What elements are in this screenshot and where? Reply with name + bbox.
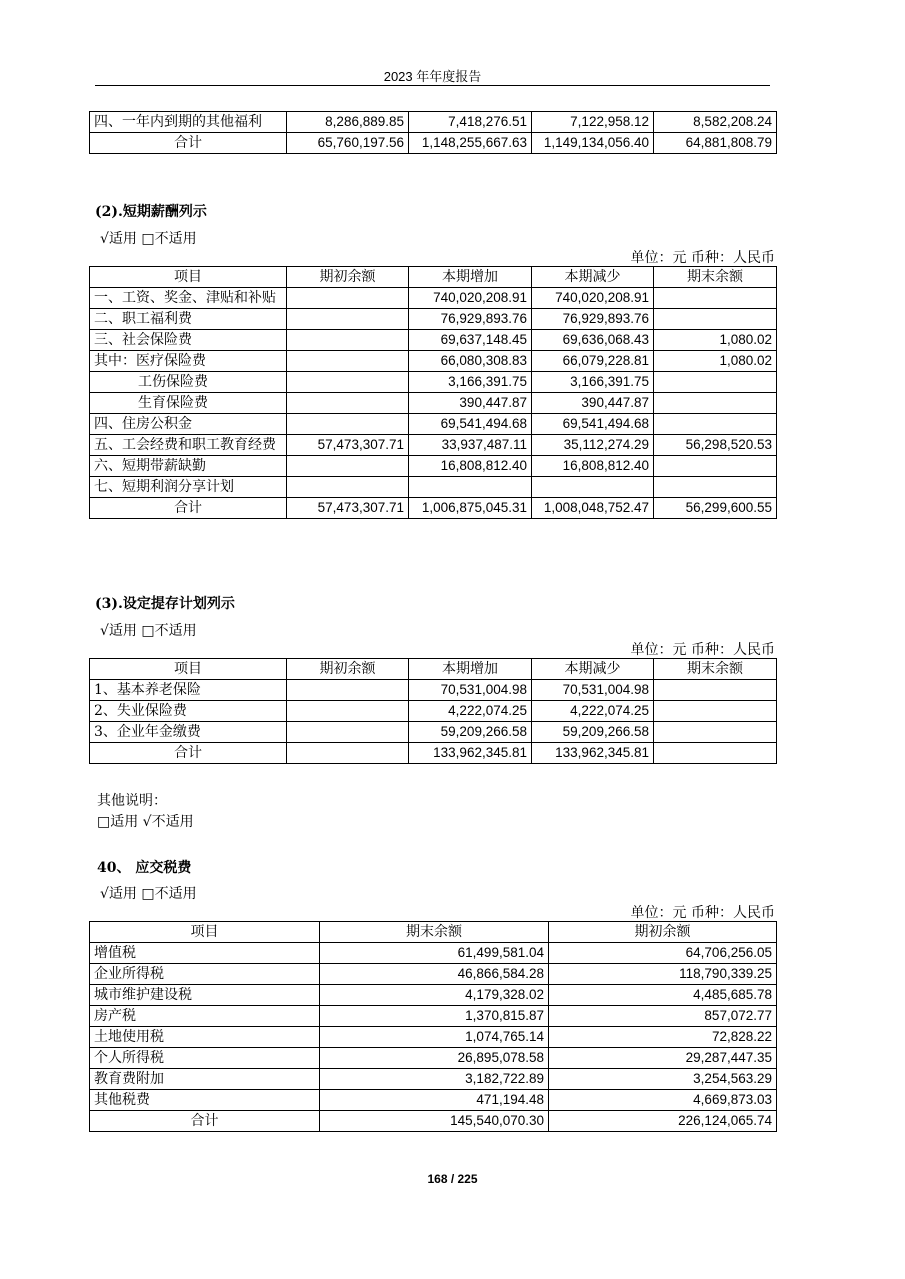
cell-increase: 66,080,308.83 [409, 351, 532, 372]
row-item: 生育保险费 [90, 393, 287, 414]
table-row [90, 330, 777, 351]
cell-opening [287, 680, 409, 701]
applicability-status: √适用 □不适用 [100, 623, 197, 639]
row-item: 七、短期利润分享计划 [90, 477, 287, 498]
table-row [90, 1090, 777, 1111]
report-header-title: 2023 年年度报告 [383, 69, 482, 84]
cell-opening [287, 477, 409, 498]
row-item: 合计 [90, 1111, 320, 1132]
cell-increase: 7,418,276.51 [409, 112, 532, 133]
cell-closing [654, 743, 777, 764]
cell-increase: 69,637,148.45 [409, 330, 532, 351]
cell-closing: 1,080.02 [654, 330, 777, 351]
cell-opening [287, 722, 409, 743]
cell-increase: 33,937,487.11 [409, 435, 532, 456]
table-header-row [90, 922, 777, 943]
row-item: 土地使用税 [90, 1027, 320, 1048]
table-taxes-payable [89, 921, 777, 1132]
table-row [90, 680, 777, 701]
cell-decrease: 7,122,958.12 [532, 112, 654, 133]
table-row [90, 1027, 777, 1048]
cell-opening [287, 351, 409, 372]
table-row-total [90, 743, 777, 764]
table-header-row [90, 659, 777, 680]
other-notes-title: 其他说明： [97, 793, 167, 809]
page-number: 168 / 225 [427, 1172, 478, 1186]
cell-opening [287, 414, 409, 435]
cell-increase: 1,006,875,045.31 [409, 498, 532, 519]
cell-closing [654, 372, 777, 393]
cell-decrease: 740,020,208.91 [532, 288, 654, 309]
cell-closing [654, 680, 777, 701]
cell-opening: 29,287,447.35 [549, 1048, 777, 1069]
cell-closing: 3,182,722.89 [320, 1069, 549, 1090]
cell-decrease: 66,079,228.81 [532, 351, 654, 372]
table-row [90, 288, 777, 309]
unit-currency-label: 单位：元 币种：人民币 [630, 250, 775, 266]
cell-closing: 1,370,815.87 [320, 1006, 549, 1027]
cell-closing: 1,080.02 [654, 351, 777, 372]
cell-closing [654, 414, 777, 435]
table-row-total [90, 1111, 777, 1132]
column-header: 项目 [90, 267, 287, 288]
row-item: 四、住房公积金 [90, 414, 287, 435]
cell-decrease: 390,447.87 [532, 393, 654, 414]
cell-closing: 145,540,070.30 [320, 1111, 549, 1132]
cell-closing [654, 701, 777, 722]
cell-opening: 57,473,307.71 [287, 435, 409, 456]
column-header: 期末余额 [654, 659, 777, 680]
row-item: 合计 [90, 498, 287, 519]
unit-currency-label: 单位：元 币种：人民币 [630, 642, 775, 658]
cell-decrease: 35,112,274.29 [532, 435, 654, 456]
cell-opening: 226,124,065.74 [549, 1111, 777, 1132]
table-row [90, 1048, 777, 1069]
table-header-row [90, 267, 777, 288]
column-header: 本期增加 [409, 659, 532, 680]
cell-increase: 740,020,208.91 [409, 288, 532, 309]
applicability-status: √适用 □不适用 [100, 231, 197, 247]
table-row [90, 1069, 777, 1090]
row-item: 一、工资、奖金、津贴和补贴 [90, 288, 287, 309]
cell-closing: 26,895,078.58 [320, 1048, 549, 1069]
cell-closing [654, 309, 777, 330]
column-header: 期末余额 [654, 267, 777, 288]
column-header: 本期减少 [532, 659, 654, 680]
cell-increase [409, 477, 532, 498]
table-row-total [90, 498, 777, 519]
cell-closing: 56,298,520.53 [654, 435, 777, 456]
cell-increase: 390,447.87 [409, 393, 532, 414]
cell-opening: 57,473,307.71 [287, 498, 409, 519]
row-item: 三、社会保险费 [90, 330, 287, 351]
cell-decrease: 70,531,004.98 [532, 680, 654, 701]
row-item: 2、失业保险费 [90, 701, 287, 722]
row-item: 3、企业年金缴费 [90, 722, 287, 743]
cell-closing: 4,179,328.02 [320, 985, 549, 1006]
cell-decrease: 69,636,068.43 [532, 330, 654, 351]
cell-opening: 64,706,256.05 [549, 943, 777, 964]
table-row [90, 414, 777, 435]
cell-decrease: 59,209,266.58 [532, 722, 654, 743]
table-row [90, 435, 777, 456]
cell-closing [654, 288, 777, 309]
cell-closing: 56,299,600.55 [654, 498, 777, 519]
table-row [90, 943, 777, 964]
table-row [90, 701, 777, 722]
table-row [90, 456, 777, 477]
cell-closing [654, 393, 777, 414]
row-item: 其中：医疗保险费 [90, 351, 287, 372]
table-row [90, 1006, 777, 1027]
table-row [90, 309, 777, 330]
row-item: 其他税费 [90, 1090, 320, 1111]
cell-closing: 8,582,208.24 [654, 112, 777, 133]
row-item: 房产税 [90, 1006, 320, 1027]
row-item: 1、基本养老保险 [90, 680, 287, 701]
cell-closing: 64,881,808.79 [654, 133, 777, 154]
cell-opening [287, 288, 409, 309]
unit-currency-label: 单位：元 币种：人民币 [630, 905, 775, 921]
cell-opening: 3,254,563.29 [549, 1069, 777, 1090]
cell-closing: 1,074,765.14 [320, 1027, 549, 1048]
row-item: 城市维护建设税 [90, 985, 320, 1006]
cell-opening: 4,485,685.78 [549, 985, 777, 1006]
row-item: 企业所得税 [90, 964, 320, 985]
cell-closing: 61,499,581.04 [320, 943, 549, 964]
cell-closing [654, 456, 777, 477]
table-row [90, 372, 777, 393]
cell-decrease: 76,929,893.76 [532, 309, 654, 330]
cell-increase: 69,541,494.68 [409, 414, 532, 435]
cell-closing [654, 477, 777, 498]
cell-opening: 72,828.22 [549, 1027, 777, 1048]
applicability-status: √适用 □不适用 [100, 886, 197, 902]
table-row [90, 985, 777, 1006]
cell-decrease: 1,149,134,056.40 [532, 133, 654, 154]
cell-closing [654, 722, 777, 743]
column-header: 期初余额 [287, 267, 409, 288]
cell-increase: 76,929,893.76 [409, 309, 532, 330]
row-item: 四、一年内到期的其他福利 [90, 112, 287, 133]
table-short-term-pay [89, 266, 777, 519]
section-title-taxes-payable: 40、 应交税费 [97, 860, 192, 876]
cell-decrease: 133,962,345.81 [532, 743, 654, 764]
row-item: 增值税 [90, 943, 320, 964]
row-item: 五、工会经费和职工教育经费 [90, 435, 287, 456]
table-defined-contribution [89, 658, 777, 764]
cell-increase: 59,209,266.58 [409, 722, 532, 743]
table-row [90, 477, 777, 498]
cell-increase: 133,962,345.81 [409, 743, 532, 764]
header-divider [95, 85, 770, 86]
row-item: 六、短期带薪缺勤 [90, 456, 287, 477]
cell-opening [287, 330, 409, 351]
cell-opening [287, 456, 409, 477]
row-item: 工伤保险费 [90, 372, 287, 393]
cell-increase: 70,531,004.98 [409, 680, 532, 701]
cell-decrease: 1,008,048,752.47 [532, 498, 654, 519]
cell-increase: 1,148,255,667.63 [409, 133, 532, 154]
table-employee-benefits-continued [89, 111, 777, 154]
cell-opening [287, 309, 409, 330]
cell-opening [287, 701, 409, 722]
column-header: 期初余额 [549, 922, 777, 943]
column-header: 期末余额 [320, 922, 549, 943]
cell-opening [287, 393, 409, 414]
cell-opening: 65,760,197.56 [287, 133, 409, 154]
cell-opening: 857,072.77 [549, 1006, 777, 1027]
cell-opening: 8,286,889.85 [287, 112, 409, 133]
column-header: 项目 [90, 659, 287, 680]
cell-decrease: 69,541,494.68 [532, 414, 654, 435]
table-row [90, 351, 777, 372]
cell-increase: 4,222,074.25 [409, 701, 532, 722]
cell-opening: 118,790,339.25 [549, 964, 777, 985]
column-header: 期初余额 [287, 659, 409, 680]
section-title-short-term-pay: (2).短期薪酬列示 [95, 204, 207, 220]
table-row [90, 964, 777, 985]
row-item: 二、职工福利费 [90, 309, 287, 330]
other-notes-applicability: □适用 √不适用 [97, 814, 194, 830]
column-header: 本期减少 [532, 267, 654, 288]
cell-opening: 4,669,873.03 [549, 1090, 777, 1111]
cell-decrease: 16,808,812.40 [532, 456, 654, 477]
cell-increase: 3,166,391.75 [409, 372, 532, 393]
cell-decrease [532, 477, 654, 498]
column-header: 项目 [90, 922, 320, 943]
row-item: 合计 [90, 743, 287, 764]
cell-decrease: 4,222,074.25 [532, 701, 654, 722]
table-row-total [90, 133, 777, 154]
cell-closing: 46,866,584.28 [320, 964, 549, 985]
column-header: 本期增加 [409, 267, 532, 288]
cell-increase: 16,808,812.40 [409, 456, 532, 477]
table-row [90, 722, 777, 743]
cell-decrease: 3,166,391.75 [532, 372, 654, 393]
table-row [90, 393, 777, 414]
table-row [90, 112, 777, 133]
row-item: 教育费附加 [90, 1069, 320, 1090]
cell-opening [287, 372, 409, 393]
cell-opening [287, 743, 409, 764]
row-item: 个人所得税 [90, 1048, 320, 1069]
section-title-defined-contribution: (3).设定提存计划列示 [95, 596, 235, 612]
row-item: 合计 [90, 133, 287, 154]
cell-closing: 471,194.48 [320, 1090, 549, 1111]
